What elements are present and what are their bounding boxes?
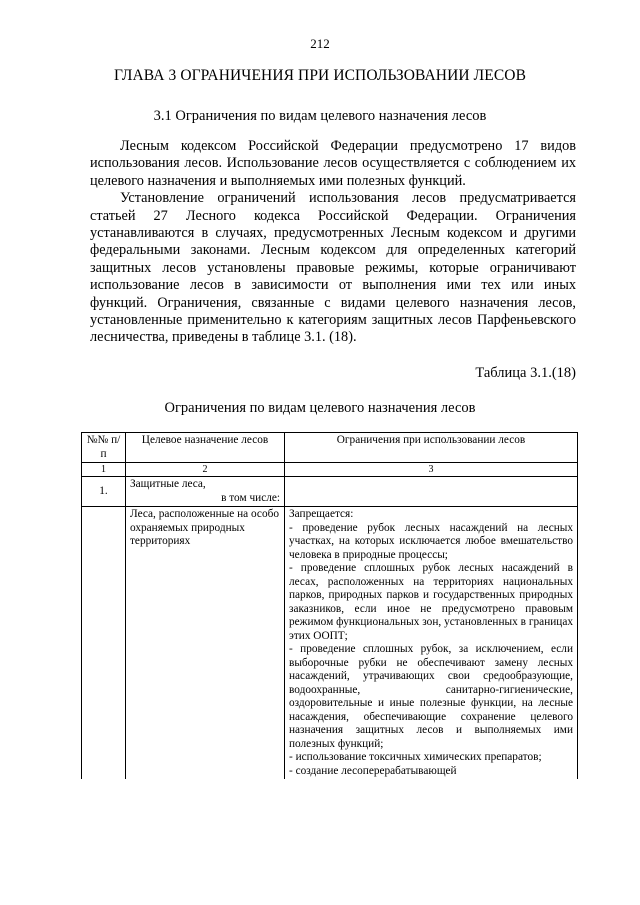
- body-text: [90, 138, 576, 347]
- column-number: 1: [82, 463, 126, 477]
- restriction-item: - проведение сплошных рубок лесных насаждений в лесах, расположенных на территориях национальных парков, природных парков и государственных природных заказников, если иное не предусмотрено правовым режимом функциональных зон, установленных в границах этих ООПТ;: [289, 562, 573, 642]
- row-restrictions: [285, 507, 578, 780]
- row-num: [82, 507, 126, 780]
- restriction-item: - проведение сплошных рубок, за исключением, если выборочные рубки не обеспечивают замену лесных насаждений, утрачивающих свои средообразующие, водоохранные, санитарно-гигиенические, оздоровительные и иные полезные функции, на лесные насаждения, обеспечивающие сохранение целевого назначения защитных лесов и выполняемых ими полезных функций;: [289, 643, 573, 750]
- restriction-item: - создание лесоперерабатывающей: [289, 764, 457, 777]
- row-purpose: Леса, расположенные на особо охраняемых природных территориях: [126, 507, 285, 780]
- header-restrictions: Ограничения при использовании лесов: [285, 433, 578, 463]
- page-number: 212: [310, 36, 330, 51]
- restriction-item: - использование токсичных химических препаратов;: [289, 751, 542, 763]
- purpose-line: Защитные леса,: [130, 478, 206, 490]
- restrictions-intro: Запрещается:: [289, 508, 354, 520]
- column-number-row: [82, 463, 578, 477]
- row-purpose: [126, 477, 285, 507]
- header-num: №№ п/п: [82, 433, 126, 463]
- table-caption: Таблица 3.1.(18): [475, 365, 576, 381]
- row-num: 1.: [82, 477, 126, 507]
- column-number: 2: [126, 463, 285, 477]
- paragraph: Установление ограничений использования лесов предусматривается статьей 27 Лесного кодекса Российской Федерации. Ограничения устанавливаются в случаях, предусмотренных Лесным кодексом и другими федеральными законами. Лесным кодексом для определенных категорий защитных лесов установлены правовые режимы, которые ограничивают использование лесов в зависимости от выполнения ими тех или иных функций. Ограничения, связанные с видами целевого назначения лесов, установленные применительно к категориям защитных лесов Парфеньевского лесничества, приведены в таблице 3.1. (18).: [90, 190, 576, 346]
- section-title: 3.1 Ограничения по видам целевого назначения лесов: [153, 108, 487, 124]
- table-header-row: [82, 433, 578, 463]
- column-number: 3: [285, 463, 578, 477]
- restrictions-table: [81, 432, 578, 779]
- header-purpose: Целевое назначение лесов: [126, 433, 285, 463]
- row-restrictions: [285, 477, 578, 507]
- purpose-line: в том числе:: [221, 491, 280, 504]
- chapter-title: ГЛАВА 3 ОГРАНИЧЕНИЯ ПРИ ИСПОЛЬЗОВАНИИ ЛЕСОВ: [113, 67, 527, 84]
- restriction-item: - проведение рубок лесных насаждений на лесных участках, на которых исключается любое вмешательство человека в природные процессы;: [289, 521, 573, 561]
- table-row: [82, 507, 578, 780]
- table-title: Ограничения по видам целевого назначения лесов: [164, 400, 476, 416]
- table-row: [82, 477, 578, 507]
- paragraph: Лесным кодексом Российской Федерации предусмотрено 17 видов использования лесов. Использование лесов осуществляется с соблюдением их целевого назначения и выполняемых ими полезных функций.: [90, 138, 576, 189]
